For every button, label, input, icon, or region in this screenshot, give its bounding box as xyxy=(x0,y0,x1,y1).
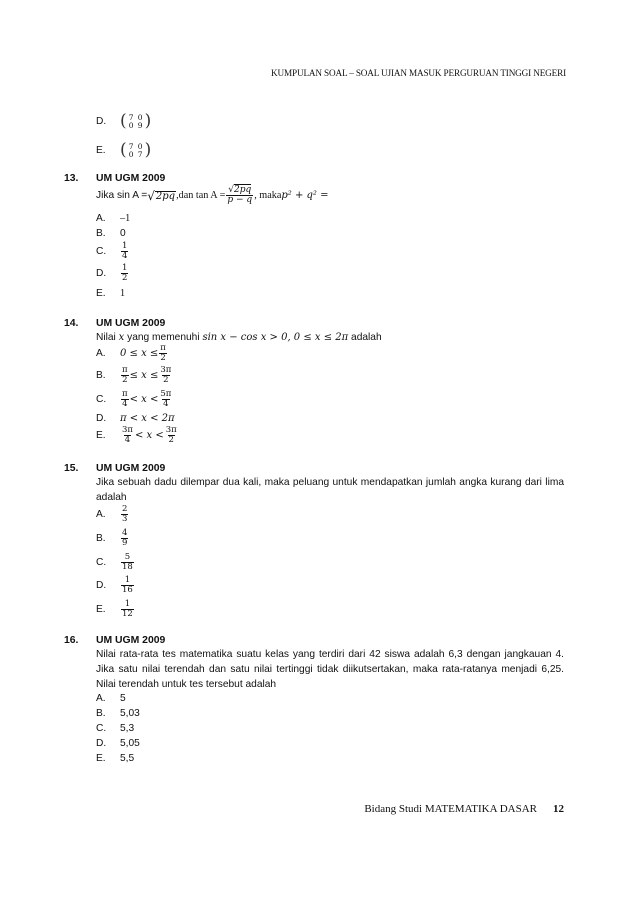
option-e xyxy=(96,600,135,619)
fraction xyxy=(121,529,128,548)
fraction-denominator: 16 xyxy=(122,585,133,595)
fraction xyxy=(121,242,128,261)
option-letter: A. xyxy=(96,693,106,704)
option-letter: E. xyxy=(96,753,106,764)
option-letter: C. xyxy=(96,394,107,405)
question-title: UM UGM 2009 xyxy=(96,173,166,184)
fraction xyxy=(165,426,178,445)
matrix-cell: 7 xyxy=(128,141,134,151)
fraction-numerator: π xyxy=(122,389,128,399)
option-letter: B. xyxy=(96,370,106,381)
fraction: $\frac{√2pq}{p - q}$ xyxy=(227,185,253,205)
option-letter: A. xyxy=(96,509,106,520)
stem-text: Jika sin A = xyxy=(96,190,148,201)
option-b xyxy=(96,708,140,719)
fraction-numerator: 1 xyxy=(124,575,131,585)
fraction xyxy=(159,344,167,363)
fraction-denominator: 12 xyxy=(122,609,133,619)
option-letter: E. xyxy=(96,145,106,156)
option-letter: B. xyxy=(96,708,106,719)
question-stem: Nilai rata-rata tes matematika suatu kelas yang terdiri dari 42 siswa adalah 6,3 dengan jangkauan 4. Jika satu nilai terendah dan satu nilai tertinggi tidak diikutsertakan, maka rata-ratanya menjadi 6,25. Nilai terendah untuk tes tersebut adalah xyxy=(96,649,564,690)
option-letter: D. xyxy=(96,413,107,424)
stem-text: adalah xyxy=(348,332,382,343)
option-d xyxy=(96,738,140,749)
option-value: 0 xyxy=(120,228,126,239)
fraction-denominator: p − q xyxy=(227,195,253,205)
option-d xyxy=(96,413,175,424)
prev-option-e xyxy=(96,142,151,159)
option-letter: A. xyxy=(96,348,106,359)
option-c xyxy=(96,390,173,409)
fraction-numerator: 3π xyxy=(165,425,177,435)
option-e xyxy=(96,753,134,764)
option-e xyxy=(96,288,125,299)
matrix: ( 7 0 0 7 ) xyxy=(120,140,152,160)
option-a xyxy=(96,213,130,224)
page-header: KUMPULAN SOAL – SOAL UJIAN MASUK PERGURUAN TINGGI NEGERI xyxy=(271,68,566,78)
fraction-denominator: 9 xyxy=(122,538,128,548)
matrix-cell: 9 xyxy=(137,120,143,130)
prev-option-d xyxy=(96,113,151,130)
fraction xyxy=(159,390,172,409)
option-letter: C. xyxy=(96,557,107,568)
option-a xyxy=(96,505,129,524)
option-letter: C. xyxy=(96,723,107,734)
option-value: 5,3 xyxy=(120,723,135,734)
fraction xyxy=(121,505,128,524)
option-value: 1 xyxy=(120,288,126,299)
fraction-denominator: 2 xyxy=(122,273,128,283)
fraction-numerator: 2pq xyxy=(234,185,252,195)
math-expression: p² + q² = xyxy=(281,190,329,201)
option-letter: D. xyxy=(96,580,107,591)
fraction-denominator: 18 xyxy=(122,562,133,572)
math-expression: ≤ x ≤ xyxy=(129,370,159,381)
option-letter: D. xyxy=(96,738,107,749)
option-value: 5,5 xyxy=(120,753,135,764)
fraction-numerator: 5π xyxy=(160,389,172,399)
math-variable: x xyxy=(118,332,125,343)
question-stem xyxy=(96,330,382,345)
fraction-numerator: 1 xyxy=(122,241,128,251)
fraction-denominator: 2 xyxy=(163,375,169,385)
question-title: UM UGM 2009 xyxy=(96,463,166,474)
matrix-cell: 7 xyxy=(137,149,143,159)
fraction xyxy=(121,264,128,283)
option-b xyxy=(96,529,129,548)
option-value: 5 xyxy=(120,693,126,704)
matrix: ( 7 0 0 9 ) xyxy=(120,111,152,131)
fraction xyxy=(121,426,134,445)
sqrt-expression: √ 2pq xyxy=(147,188,176,203)
question-title: UM UGM 2009 xyxy=(96,635,166,646)
matrix-cell: 0 xyxy=(137,141,143,151)
option-letter: E. xyxy=(96,288,106,299)
stem-text: , maka xyxy=(254,190,282,201)
fraction xyxy=(121,600,134,619)
fraction-denominator: 4 xyxy=(124,435,131,445)
fraction-numerator: 1 xyxy=(124,599,131,609)
question-number: 14. xyxy=(64,318,79,329)
option-letter: D. xyxy=(96,268,107,279)
option-d xyxy=(96,576,135,595)
option-a xyxy=(96,344,168,363)
fraction-numerator: 5 xyxy=(124,552,131,562)
fraction-numerator: 2 xyxy=(122,504,128,514)
option-letter: C. xyxy=(96,246,107,257)
fraction-numerator: 3π xyxy=(122,425,133,435)
math-expression: sin x − cos x > 0, 0 ≤ x ≤ 2π xyxy=(202,332,349,343)
question-number: 13. xyxy=(64,173,79,184)
option-value: 5,03 xyxy=(120,708,140,719)
option-letter: B. xyxy=(96,228,106,239)
fraction-numerator: π xyxy=(122,365,128,375)
fraction xyxy=(121,553,134,572)
option-value: –1 xyxy=(120,213,131,224)
matrix-cell: 0 xyxy=(128,120,134,130)
question-stem xyxy=(96,186,328,205)
fraction-denominator: 2 xyxy=(160,353,166,363)
fraction-denominator: 4 xyxy=(122,399,128,409)
option-c xyxy=(96,723,134,734)
page-footer xyxy=(340,803,564,815)
option-b xyxy=(96,366,173,385)
question-number: 16. xyxy=(64,635,79,646)
fraction xyxy=(159,366,172,385)
matrix-cell: 7 xyxy=(128,112,134,122)
footer-subject: Bidang Studi MATEMATIKA DASAR xyxy=(364,803,537,815)
fraction-denominator: 4 xyxy=(122,251,128,261)
option-a xyxy=(96,693,126,704)
question-stem: Jika sebuah dadu dilempar dua kali, maka peluang untuk mendapatkan jumlah angka kurang dari lima adalah xyxy=(96,477,564,503)
option-e xyxy=(96,426,179,445)
option-letter: D. xyxy=(96,116,107,127)
fraction-denominator: 4 xyxy=(163,399,169,409)
option-c xyxy=(96,242,129,261)
math-expression: π < x < 2π xyxy=(120,413,175,424)
matrix-cell: 0 xyxy=(137,112,143,122)
question-title: UM UGM 2009 xyxy=(96,318,166,329)
option-letter: E. xyxy=(96,430,106,441)
option-c xyxy=(96,553,135,572)
question-number: 15. xyxy=(64,463,79,474)
fraction-numerator: 4 xyxy=(122,528,128,538)
page-number: 12 xyxy=(553,803,564,815)
fraction-denominator: 2 xyxy=(122,375,128,385)
fraction-numerator: π xyxy=(160,343,166,353)
fraction xyxy=(121,366,129,385)
option-d xyxy=(96,264,129,283)
option-letter: B. xyxy=(96,533,106,544)
fraction xyxy=(121,390,129,409)
option-letter: E. xyxy=(96,604,106,615)
fraction-denominator: 2 xyxy=(168,435,174,445)
fraction xyxy=(121,576,134,595)
math-expression: < x < xyxy=(129,394,159,405)
stem-text: yang memenuhi xyxy=(124,332,203,343)
fraction-numerator: 3π xyxy=(160,365,172,375)
option-value: 5,05 xyxy=(120,738,140,749)
sqrt-body: 2pq xyxy=(155,190,176,202)
option-b xyxy=(96,228,126,239)
matrix-cell: 0 xyxy=(128,149,134,159)
fraction-numerator: 1 xyxy=(122,263,128,273)
stem-text: ,dan tan A = xyxy=(176,190,226,201)
fraction-denominator: 3 xyxy=(122,514,128,524)
math-expression: < x < xyxy=(135,430,164,441)
option-letter: A. xyxy=(96,213,106,224)
math-expression: 0 ≤ x ≤ xyxy=(120,348,159,359)
stem-text: Nilai xyxy=(96,332,119,343)
